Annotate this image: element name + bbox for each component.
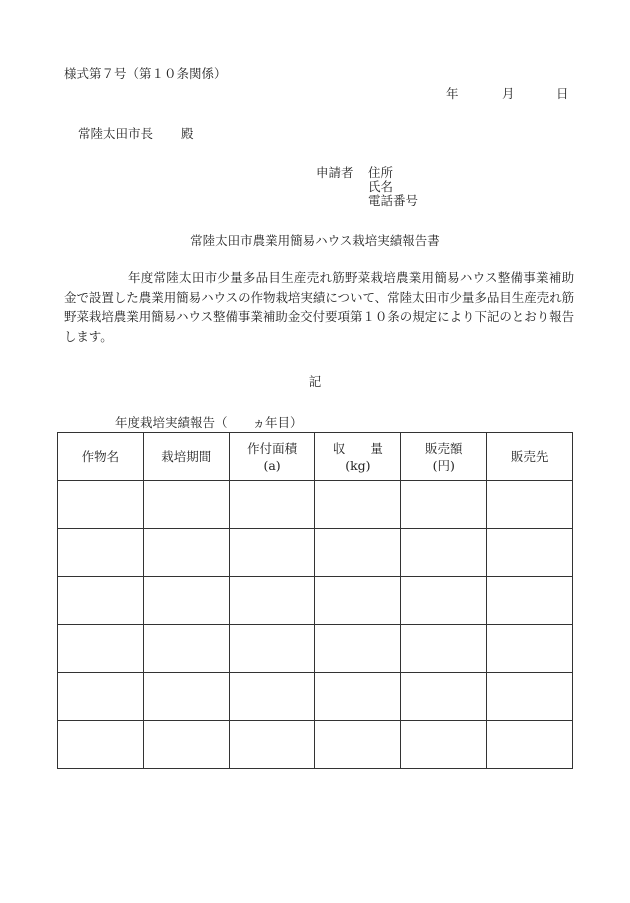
date-year: 年 xyxy=(446,86,459,101)
header-yield: 収 量 (kg) xyxy=(315,433,401,481)
header-period: 栽培期間 xyxy=(143,433,229,481)
table-cell[interactable] xyxy=(229,673,315,721)
table-row xyxy=(58,577,573,625)
table-cell[interactable] xyxy=(487,673,573,721)
table-cell[interactable] xyxy=(229,721,315,769)
body-text: 年度常陸太田市少量多品目生産売れ筋野菜栽培農業用簡易ハウス整備事業補助金で設置した農業用簡易ハウスの作物栽培実績について、常陸太田市少量多品目生産売れ筋野菜栽培農業用簡易ハウス整備事業補助金交付要項第１０条の規定により下記のとおり報告します。 xyxy=(64,270,574,344)
addressee-honorific: 殿 xyxy=(181,126,194,141)
report-table xyxy=(57,432,573,769)
table-cell[interactable] xyxy=(487,577,573,625)
table-cell[interactable] xyxy=(58,529,144,577)
table-cell[interactable] xyxy=(229,577,315,625)
table-header-row xyxy=(58,433,573,481)
table-cell[interactable] xyxy=(487,625,573,673)
table-cell[interactable] xyxy=(487,481,573,529)
ki-marker: 記 xyxy=(308,374,322,389)
table-row xyxy=(58,625,573,673)
table-cell[interactable] xyxy=(401,529,487,577)
table-row xyxy=(58,721,573,769)
date-month: 月 xyxy=(502,86,515,101)
table-row xyxy=(58,481,573,529)
table-cell[interactable] xyxy=(401,625,487,673)
table-cell[interactable] xyxy=(58,577,144,625)
form-number: 様式第７号（第１０条関係） xyxy=(64,66,227,81)
table-cell[interactable] xyxy=(315,481,401,529)
table-cell[interactable] xyxy=(143,529,229,577)
table-cell[interactable] xyxy=(315,529,401,577)
table-cell[interactable] xyxy=(315,721,401,769)
addressee-name: 常陸太田市長 xyxy=(78,126,154,141)
table-cell[interactable] xyxy=(401,673,487,721)
document-title: 常陸太田市農業用簡易ハウス栽培実績報告書 xyxy=(190,233,440,248)
table-cell[interactable] xyxy=(401,577,487,625)
applicant-label: 申請者 xyxy=(316,165,354,180)
applicant-name-label: 氏名 xyxy=(368,179,394,194)
table-cell[interactable] xyxy=(143,577,229,625)
applicant-fields xyxy=(368,167,418,209)
table-cell[interactable] xyxy=(401,721,487,769)
table-cell[interactable] xyxy=(58,481,144,529)
addressee xyxy=(78,128,194,141)
table-cell[interactable] xyxy=(143,625,229,673)
table-cell[interactable] xyxy=(229,625,315,673)
table-cell[interactable] xyxy=(401,481,487,529)
table-cell[interactable] xyxy=(487,721,573,769)
table-cell[interactable] xyxy=(143,481,229,529)
header-sales-amount: 販売額 (円) xyxy=(401,433,487,481)
table-cell[interactable] xyxy=(229,529,315,577)
table-caption: 年度栽培実績報告（ ヵ年目） xyxy=(115,415,303,430)
table-cell[interactable] xyxy=(487,529,573,577)
table-cell[interactable] xyxy=(229,481,315,529)
table-cell[interactable] xyxy=(58,721,144,769)
header-sales-destination: 販売先 xyxy=(487,433,573,481)
table-cell[interactable] xyxy=(143,721,229,769)
table-cell[interactable] xyxy=(58,673,144,721)
table-cell[interactable] xyxy=(315,673,401,721)
table-cell[interactable] xyxy=(58,625,144,673)
table-cell[interactable] xyxy=(315,625,401,673)
header-crop: 作物名 xyxy=(58,433,144,481)
table-cell[interactable] xyxy=(143,673,229,721)
applicant-phone-label: 電話番号 xyxy=(368,193,419,208)
table-cell[interactable] xyxy=(315,577,401,625)
header-area: 作付面積 (a) xyxy=(229,433,315,481)
date-day: 日 xyxy=(556,86,569,101)
table-row xyxy=(58,529,573,577)
applicant-address-label: 住所 xyxy=(368,165,394,180)
table-row xyxy=(58,673,573,721)
